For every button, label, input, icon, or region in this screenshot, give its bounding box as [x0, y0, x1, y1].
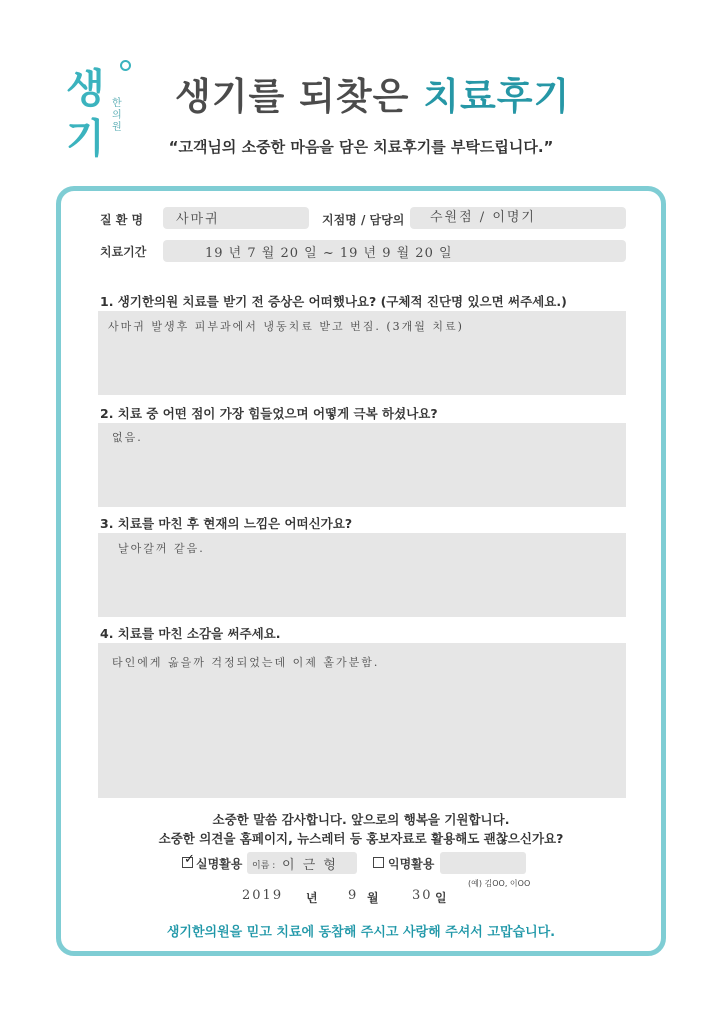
date-month-unit: 월 [367, 891, 379, 905]
anonymous-name-field[interactable] [440, 852, 526, 874]
question-3: 3. 치료를 마친 후 현재의 느낌은 어떠신가요? [100, 516, 353, 531]
question-4: 4. 치료를 마친 소감을 써주세요. [100, 626, 281, 641]
logo-sub-text: 한의원 [112, 98, 122, 133]
page-subtitle: “고객님의 소중한 마음을 담은 치료후기를 부탁드립니다.” [168, 138, 554, 156]
branch-value: 수원점 / 이명기 [430, 210, 536, 225]
branch-label: 지점명 / 담당의 [322, 213, 405, 227]
title-part2: 치료후기 [423, 75, 571, 118]
page-title [175, 66, 570, 120]
answer-1-text: 사마귀 발생후 피부과에서 냉동치료 받고 번짐. (3개월 치료) [108, 320, 464, 333]
thanks-line2: 소중한 의견을 홈페이지, 뉴스레터 등 홍보자료로 활용해도 괜찮으신가요? [158, 831, 564, 846]
period-label: 치료기간 [100, 245, 147, 259]
example-text: (예) 김OO, 이OO [468, 879, 531, 888]
answer-4-text: 타인에게 옮을까 걱정되었는데 이제 홀가분함. [112, 656, 380, 669]
realname-checkbox[interactable] [182, 852, 195, 868]
anonymous-checkbox[interactable] [373, 857, 384, 868]
question-1: 1. 생기한의원 치료를 받기 전 증상은 어떠했나요? (구체적 진단명 있으면 써주세요.) [100, 294, 567, 309]
date-day-unit: 일 [435, 891, 447, 905]
checkmark-icon: ✓ [184, 852, 195, 867]
period-value: 19 년 7 월 20 일 ~ 19 년 9 월 20 일 [205, 246, 453, 261]
date-day: 30 [412, 888, 433, 903]
realname-label: 실명활용 [196, 857, 243, 871]
name-prefix: 이름 : [252, 861, 276, 871]
date-month: 9 [348, 888, 359, 903]
disease-value: 사마귀 [176, 212, 220, 227]
thanks-line1: 소중한 말씀 감사합니다. 앞으로의 행복을 기원합니다. [212, 812, 510, 827]
anonymous-label: 익명활용 [388, 857, 435, 871]
answer-2-text: 없음. [112, 431, 143, 444]
logo-text: 생 기 [66, 66, 105, 162]
question-2: 2. 치료 중 어떤 점이 가장 힘들었으며 어떻게 극복 하셨나요? [100, 406, 438, 421]
footer-message: 생기한의원을 믿고 치료에 동참해 주시고 사랑해 주셔서 고맙습니다. [166, 925, 556, 940]
title-part1: 생기를 되찾은 [175, 75, 424, 118]
logo-dot-icon [120, 60, 131, 71]
answer-3-text: 날아갈꺼 같음. [118, 542, 205, 555]
name-value: 이 근 형 [282, 858, 338, 873]
date-year: 2019 [242, 888, 284, 903]
answer-2-field[interactable] [98, 423, 626, 507]
disease-label: 질 환 명 [100, 213, 144, 227]
date-year-unit: 년 [306, 891, 318, 905]
